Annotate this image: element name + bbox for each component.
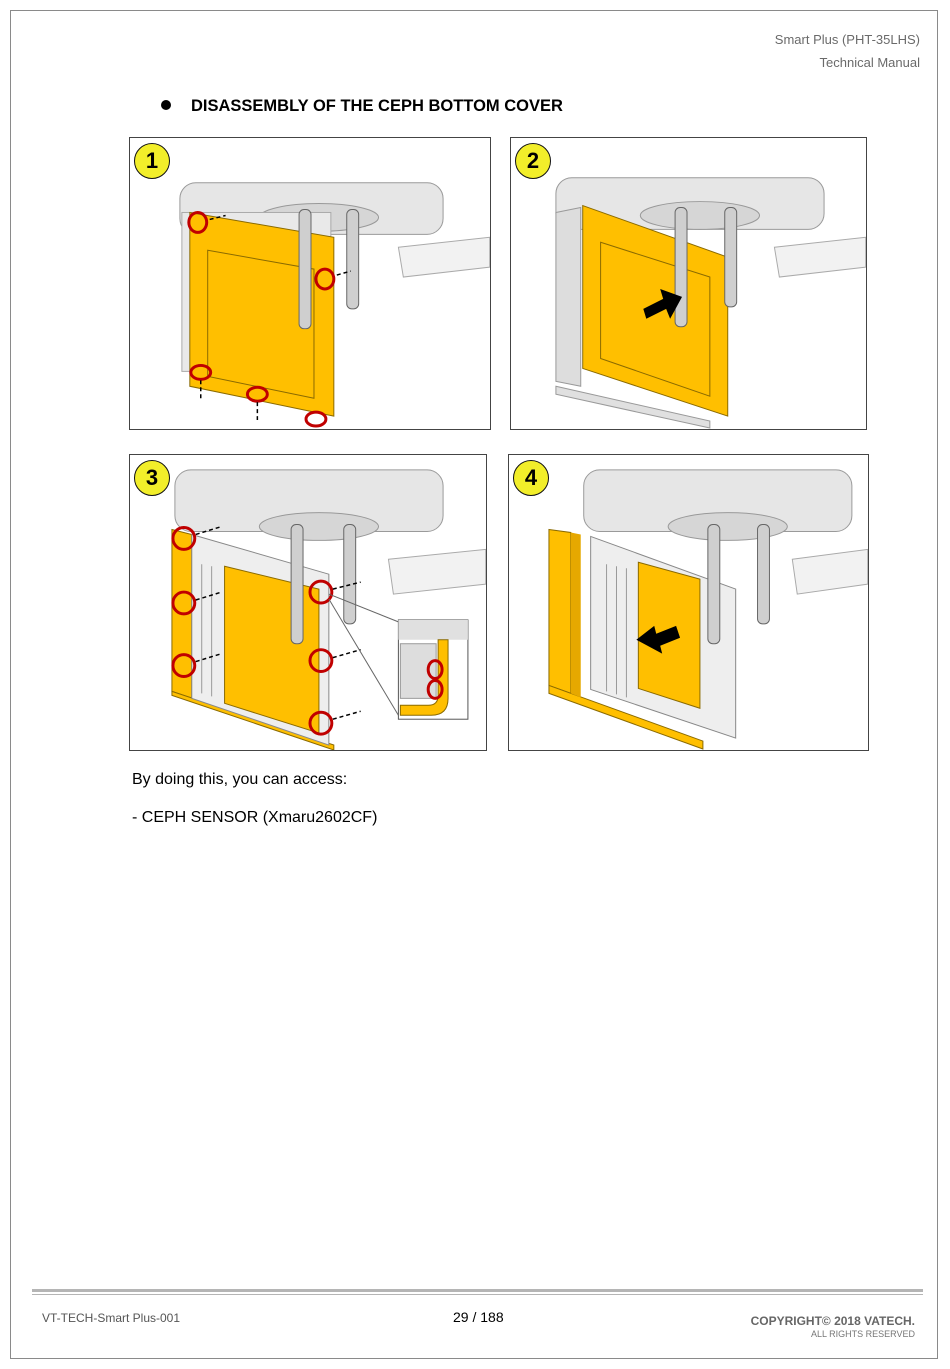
- bullet-icon: [161, 100, 171, 110]
- footer-divider: [32, 1289, 923, 1292]
- footer-rights: ALL RIGHTS RESERVED: [810, 1329, 915, 1339]
- step-1-figure: [129, 137, 491, 430]
- footer-divider-thin: [32, 1294, 923, 1295]
- detail-inset: [398, 620, 468, 719]
- page-number: [453, 1309, 504, 1325]
- access-intro: By doing this, you can access:: [132, 771, 348, 788]
- step-4-illustration: [509, 455, 868, 750]
- footer-doc-id: VT-TECH-Smart Plus-001: [42, 1311, 181, 1325]
- step-3-illustration: [130, 455, 486, 750]
- page-total: 188: [480, 1309, 504, 1325]
- step-2-badge: 2: [515, 143, 551, 179]
- step-1-badge: 1: [134, 143, 170, 179]
- step-3-badge: 3: [134, 460, 170, 496]
- step-4-figure: [508, 454, 869, 751]
- step-1-illustration: [130, 138, 490, 429]
- access-item: - CEPH SENSOR (Xmaru2602CF): [132, 809, 378, 826]
- page-current: 29: [453, 1309, 469, 1325]
- step-3-figure: [129, 454, 487, 751]
- step-2-illustration: [511, 138, 866, 429]
- section-title: DISASSEMBLY OF THE CEPH BOTTOM COVER: [191, 97, 563, 115]
- header-doc-type: Technical Manual: [819, 55, 920, 70]
- page-separator: /: [468, 1309, 481, 1325]
- step-2-figure: [510, 137, 867, 430]
- step-4-badge: 4: [513, 460, 549, 496]
- header-product: Smart Plus (PHT-35LHS): [774, 32, 920, 47]
- footer-copyright: COPYRIGHT© 2018 VATECH.: [750, 1314, 915, 1328]
